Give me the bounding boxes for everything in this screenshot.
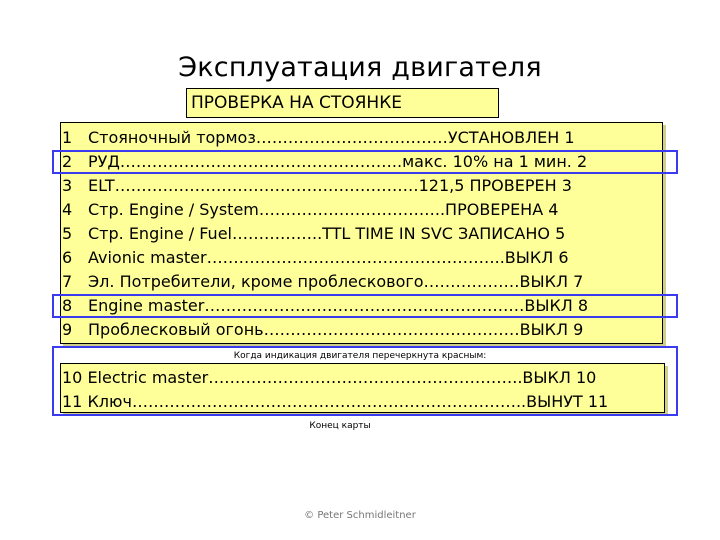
page-title: Эксплуатация двигателя [178, 52, 542, 83]
item-number: 2 [62, 152, 73, 171]
item-text: Стояночный тормоз………………………………УСТАНОВЛЕН 1 [88, 128, 575, 147]
item-text: Проблесковый огонь…………………………………………ВЫКЛ 9 [88, 320, 584, 339]
highlight-frame [52, 150, 678, 174]
item-number: 1 [62, 128, 73, 147]
checklist-item: 11 Ключ………………………………………………………………..ВЫНУТ 11 [62, 392, 609, 411]
section-note: Когда индикация двигателя перечеркнута красным: [233, 351, 487, 361]
item-number: 6 [62, 248, 73, 267]
highlight-frame [52, 346, 678, 416]
item-text: ELT…………………………………………………121,5 ПРОВЕРЕН 3 [88, 176, 572, 195]
section-title: ПРОВЕРКА НА СТОЯНКЕ [186, 88, 499, 118]
item-text: Стр. Engine / System……………………………..ПРОВЕРЕНА 4 [88, 200, 559, 219]
item-number: 3 [62, 176, 73, 195]
item-number: 8 [62, 296, 73, 315]
footer-credit: © Peter Schmidleitner [304, 510, 416, 521]
checklist-item: 10 Electric master…………………………………………………..ВЫКЛ 10 [62, 368, 597, 387]
end-note: Конец карты [309, 421, 371, 431]
item-text: Engine master……………………………………………………ВЫКЛ 8 [88, 296, 589, 315]
item-number: 5 [62, 224, 73, 243]
item-text: Стр. Engine / Fuel……………..TTL TIME IN SVC ЗАПИСАНО 5 [88, 224, 566, 243]
item-number: 9 [62, 320, 73, 339]
item-number: 7 [62, 272, 73, 291]
highlight-frame [52, 294, 678, 318]
item-text: Эл. Потребители, кроме проблескового………………ВЫКЛ 7 [88, 272, 584, 291]
item-number: 4 [62, 200, 73, 219]
item-text: РУД……………………………………………..макс. 10% на 1 мин. 2 [88, 152, 588, 171]
item-text: Avionic master………………………………………………..ВЫКЛ 6 [88, 248, 569, 267]
